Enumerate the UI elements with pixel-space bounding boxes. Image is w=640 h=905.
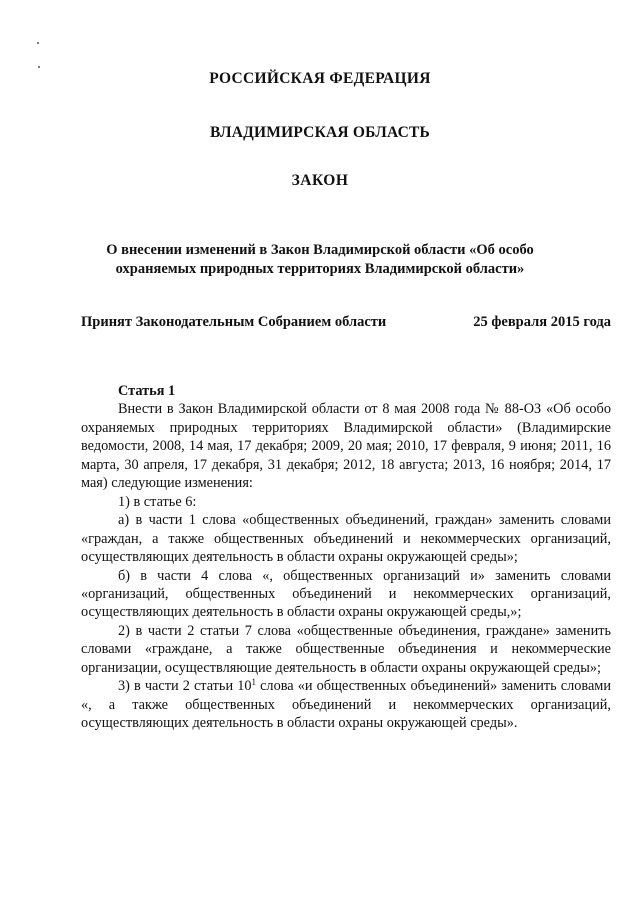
item-3-superscript: 1 (251, 677, 256, 688)
article-1-intro: Внести в Закон Владимирской области от 8 мая 2008 года № 88-ОЗ «Об особо охраняемых природных территориях Владимирской области» (Владимирские ведомости, 2008, 14 мая, 17 декабря; 2009, 20 мая; 2010, 17 февраля, 9 июня; 2011, 16 марта, 30 апреля, 17 декабря, 31 декабря; 2012, 18 августа; 2013, 16 ноября; 2014, 17 мая) следующие изменения: (81, 401, 611, 492)
doc-type-heading: ЗАКОН (291, 172, 349, 189)
item-3-text-start: 3) в части 2 статьи 10 (118, 678, 252, 695)
subject-line-1: О внесении изменений в Закон Владимирской области «Об особо (106, 242, 534, 258)
adoption-line (81, 314, 611, 331)
subject-line-2: охраняемых природных территориях Владимирской области» (115, 261, 525, 277)
adoption-date: 25 февраля 2015 года (473, 314, 611, 330)
item-3-text-end: слова «и общественных объединений» заменить словами «, а также общественных объединений и некоммерческих организаций, осуществляющих деятельность в области охраны окружающей среды». (81, 678, 611, 732)
item-3 (81, 677, 611, 732)
article-1 (81, 382, 611, 733)
item-1: 1) в статье 6: (118, 493, 197, 510)
scan-speck (38, 66, 40, 68)
item-1a: а) в части 1 слова «общественных объединений, граждан» заменить словами «граждан, а также общественных объединений и некоммерческих организаций, осуществляющих деятельность в области охраны окружающей среды»; (81, 512, 611, 566)
adopted-by: Принят Законодательным Собранием области (81, 314, 387, 330)
region-heading: ВЛАДИМИРСКАЯ ОБЛАСТЬ (210, 124, 430, 141)
country-heading: РОССИЙСКАЯ ФЕДЕРАЦИЯ (209, 70, 431, 87)
item-2: 2) в части 2 статьи 7 слова «общественные объединения, граждане» заменить словами «граждане, а также общественные объединения и некоммерческие организации, осуществляющие деятельность в области охраны окружающей среды»; (81, 622, 611, 676)
item-1b: б) в части 4 слова «, общественных организаций и» заменить словами «организаций, общественных объединений и некоммерческих организаций, осуществляющих деятельность в области охраны окружающей среды,»; (81, 567, 611, 621)
scan-speck (37, 42, 39, 44)
article-1-title: Статья 1 (118, 383, 176, 399)
law-subject-title (0, 241, 640, 279)
